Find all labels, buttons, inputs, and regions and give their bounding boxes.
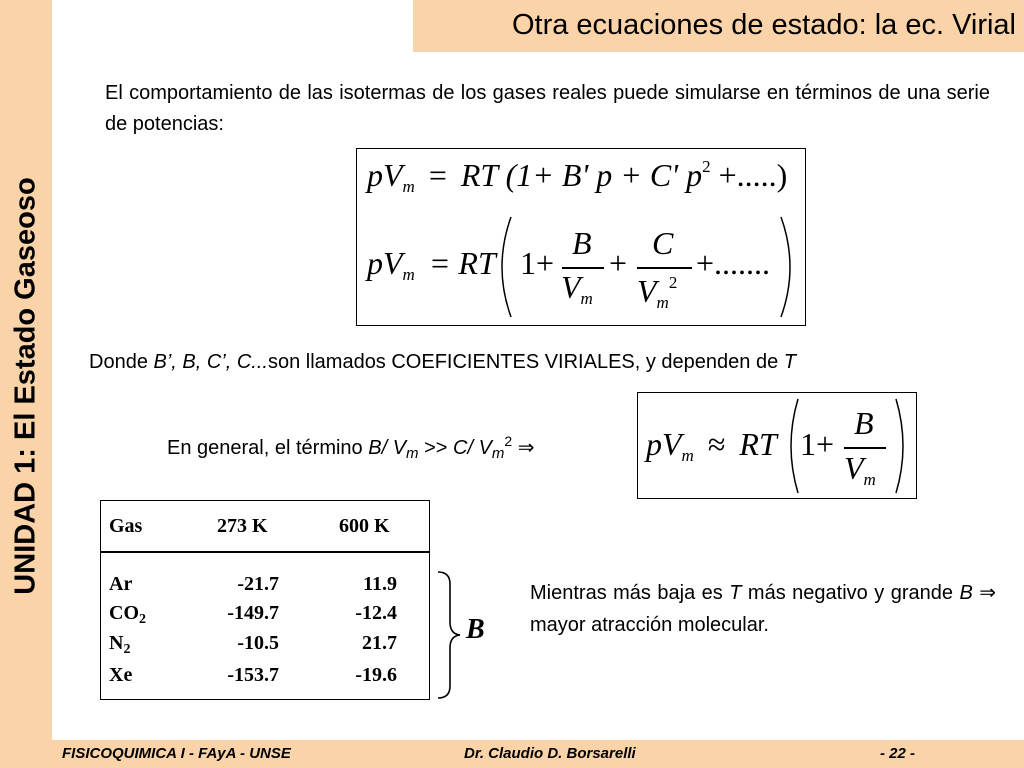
page-title: Otra ecuaciones de estado: la ec. Virial bbox=[511, 9, 1016, 41]
table-header-gas: Gas bbox=[109, 515, 143, 537]
coefficients-sentence: Donde B’, B, C’, C...son llamados COEFICIENTES VIRIALES, y dependen de T bbox=[89, 351, 796, 373]
approx-equation-box: $pV_m$ ≈ RT 1+ B $V_m$ bbox=[637, 392, 917, 499]
general-term-sentence: En general, el término B/ $V_m >> C/$ $V_m^2$ ⇒ bbox=[167, 433, 535, 462]
title-bar bbox=[413, 0, 1024, 52]
table-rule bbox=[101, 551, 429, 553]
footer-course: FISICOQUIMICA I - FAyA - UNSE bbox=[62, 745, 291, 762]
right-brace bbox=[434, 570, 464, 700]
footer-page-number: - 22 - bbox=[880, 745, 916, 762]
attraction-note: Mientras más baja es T más negativo y grande B ⇒ mayor atracción molecular. bbox=[530, 582, 996, 636]
sidebar-band bbox=[0, 0, 52, 768]
table-header-273k: 273 K bbox=[217, 515, 268, 537]
brace-label-b: B bbox=[466, 614, 485, 645]
virial-coefficient-table: Gas 273 K 600 K Ar -21.7 11.9 $CO_2$ -149.7 -12.4 $N_2$ -10.5 21.7 Xe -153.7 -19.6 bbox=[100, 500, 430, 700]
virial-eq-pressure: $pV_m$ = RT (1+ B' p + C' $p^2$ +.....) bbox=[367, 157, 788, 196]
footer-bar bbox=[0, 740, 1024, 768]
footer-author: Dr. Claudio D. Borsarelli bbox=[464, 745, 636, 762]
unit-label: UNIDAD 1: El Estado Gaseoso bbox=[9, 177, 42, 595]
intro-paragraph: El comportamiento de las isotermas de los gases reales puede simularse en términos de una serie de potencias: bbox=[105, 82, 990, 135]
virial-equations-box: $pV_m$ = RT (1+ B' p + C' $p^2$ +.....) $pV_m$ = RT 1+ B $V_m$ + C $V_m^2$ +....... bbox=[356, 148, 806, 326]
table-header-600k: 600 K bbox=[339, 515, 390, 537]
